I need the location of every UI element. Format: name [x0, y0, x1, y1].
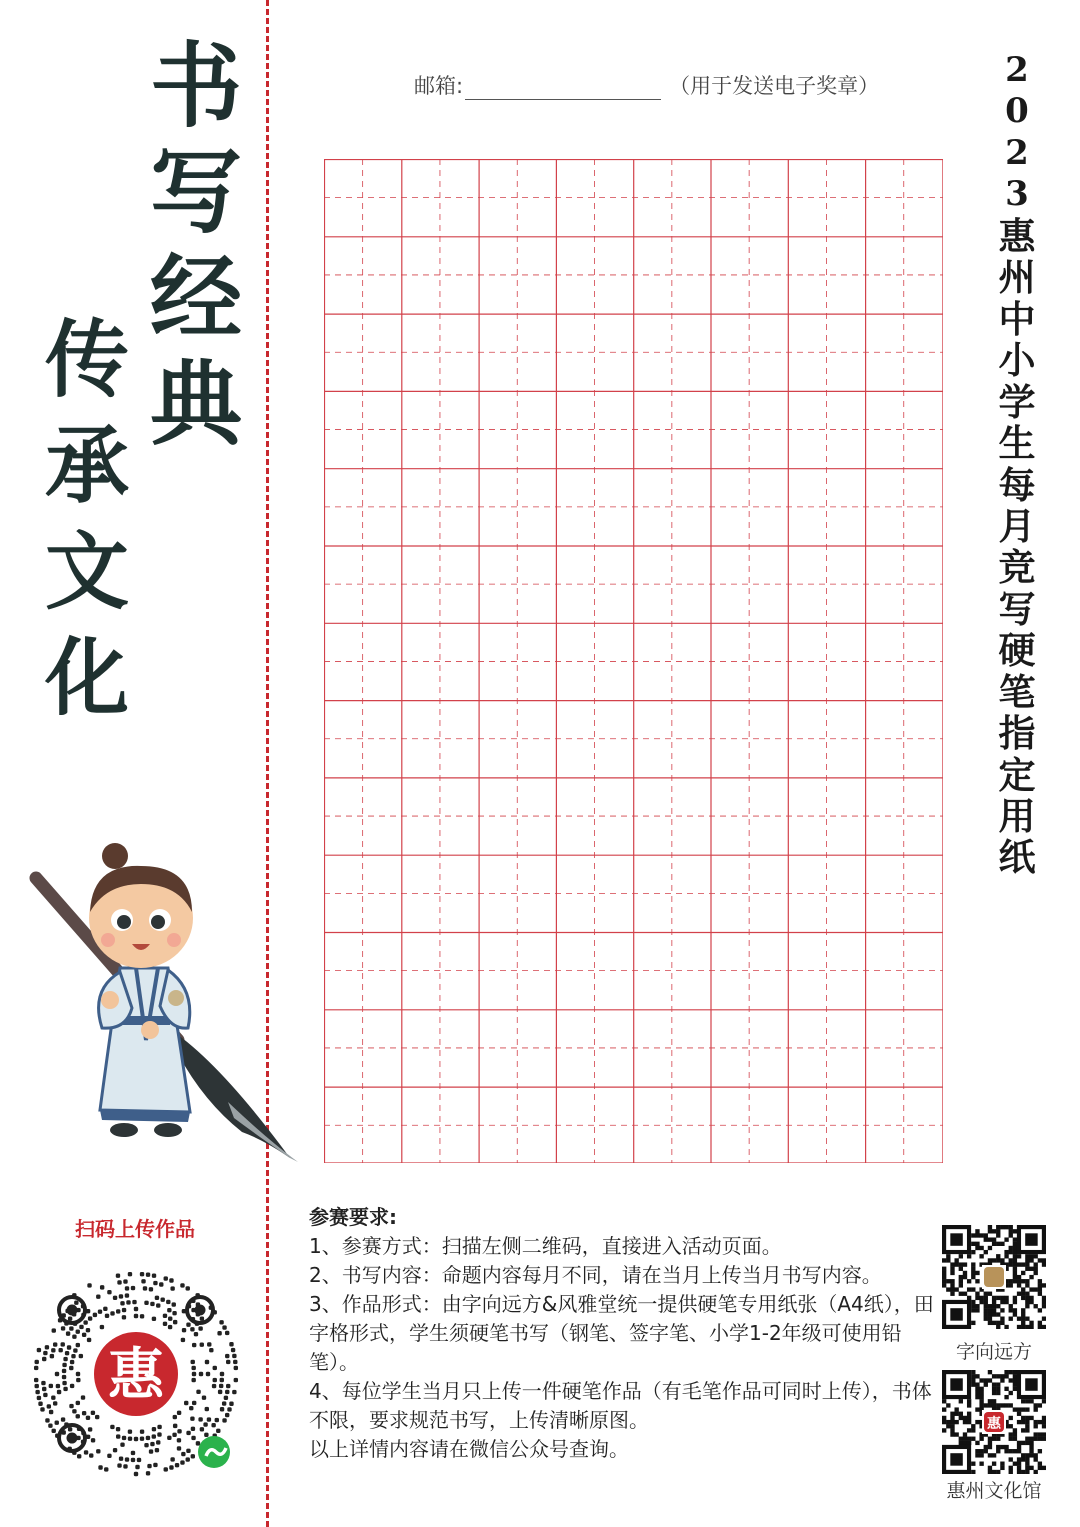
cut-dashed-line [266, 0, 269, 1527]
title-char: 中 [998, 296, 1036, 341]
huizhou-culture-center-qr-code[interactable] [942, 1370, 1046, 1474]
title-char: 竞 [998, 545, 1036, 590]
title-char: 写 [998, 586, 1036, 631]
ziyiangyuanfang-qr-code[interactable] [942, 1225, 1046, 1329]
qr-badge-char: 惠 [987, 1416, 1001, 1432]
title-char: 用 [998, 794, 1036, 838]
year-digit: 0 [1005, 91, 1029, 132]
qr-center-char: 惠 [108, 1342, 164, 1408]
requirement-item: 4、每位学生当月只上传一件硬笔作品（有毛笔作品可同时上传），书体不限，要求规范书写，上传清晰原图。 [309, 1379, 932, 1432]
title-char: 硬 [998, 628, 1036, 673]
year-digit: 2 [1005, 132, 1029, 173]
title-char: 惠 [998, 213, 1036, 258]
calli-char: 传 [45, 310, 130, 409]
calli-char: 写 [150, 138, 243, 246]
title-char: 月 [998, 503, 1036, 548]
calli-char: 文 [45, 522, 130, 621]
calligraphy-line-1 [150, 32, 243, 458]
calli-char: 经 [150, 244, 243, 352]
qr-label-huizhou-culture-center: 惠州文化馆 [946, 1480, 1042, 1502]
title-char: 笔 [998, 669, 1036, 714]
email-note: （用于发送电子奖章） [669, 74, 880, 98]
title-char: 学 [998, 379, 1036, 424]
requirement-item: 1、参赛方式：扫描左侧二维码，直接进入活动页面。 [309, 1234, 782, 1258]
calli-char: 承 [45, 416, 130, 515]
requirement-item: 3、作品形式：由字向远方&风雅堂统一提供硬笔专用纸张（A4纸），田字格形式，学生须硬笔书写（钢笔、签字笔、小学1-2年级可使用铅笔）。 [309, 1292, 934, 1374]
qr-label-ziyiangyuanfang: 字向远方 [955, 1341, 1032, 1363]
title-char: 指 [998, 711, 1036, 756]
email-blank-line[interactable] [465, 73, 661, 100]
entry-requirements [309, 1203, 934, 1464]
scan-upload-label: 扫码上传作品 [75, 1217, 195, 1241]
calli-char: 典 [150, 350, 243, 458]
wechat-miniprogram-qr-code[interactable] [28, 1266, 244, 1482]
requirement-item: 以上详情内容请在微信公众号查询。 [309, 1437, 629, 1461]
requirement-item: 2、书写内容：命题内容每月不同，请在当月上传当月书写内容。 [309, 1263, 882, 1287]
title-char: 定 [998, 752, 1036, 797]
year-digit: 2 [1005, 50, 1029, 90]
calli-char: 化 [45, 628, 130, 727]
title-char: 州 [998, 255, 1036, 300]
title-char: 小 [998, 338, 1036, 383]
calli-char: 书 [150, 32, 243, 140]
vertical-title [995, 50, 1039, 879]
requirements-heading: 参赛要求: [309, 1205, 397, 1229]
calligraphy-line-2 [45, 310, 130, 727]
year-digit: 3 [1005, 174, 1029, 215]
email-row [414, 70, 879, 100]
title-char: 纸 [998, 835, 1036, 880]
email-label: 邮箱: [414, 74, 464, 98]
boy-with-brush-illustration [28, 840, 308, 1170]
tianzige-writing-grid[interactable] [324, 159, 943, 1163]
title-char: 每 [998, 462, 1036, 507]
title-char: 生 [998, 421, 1036, 466]
